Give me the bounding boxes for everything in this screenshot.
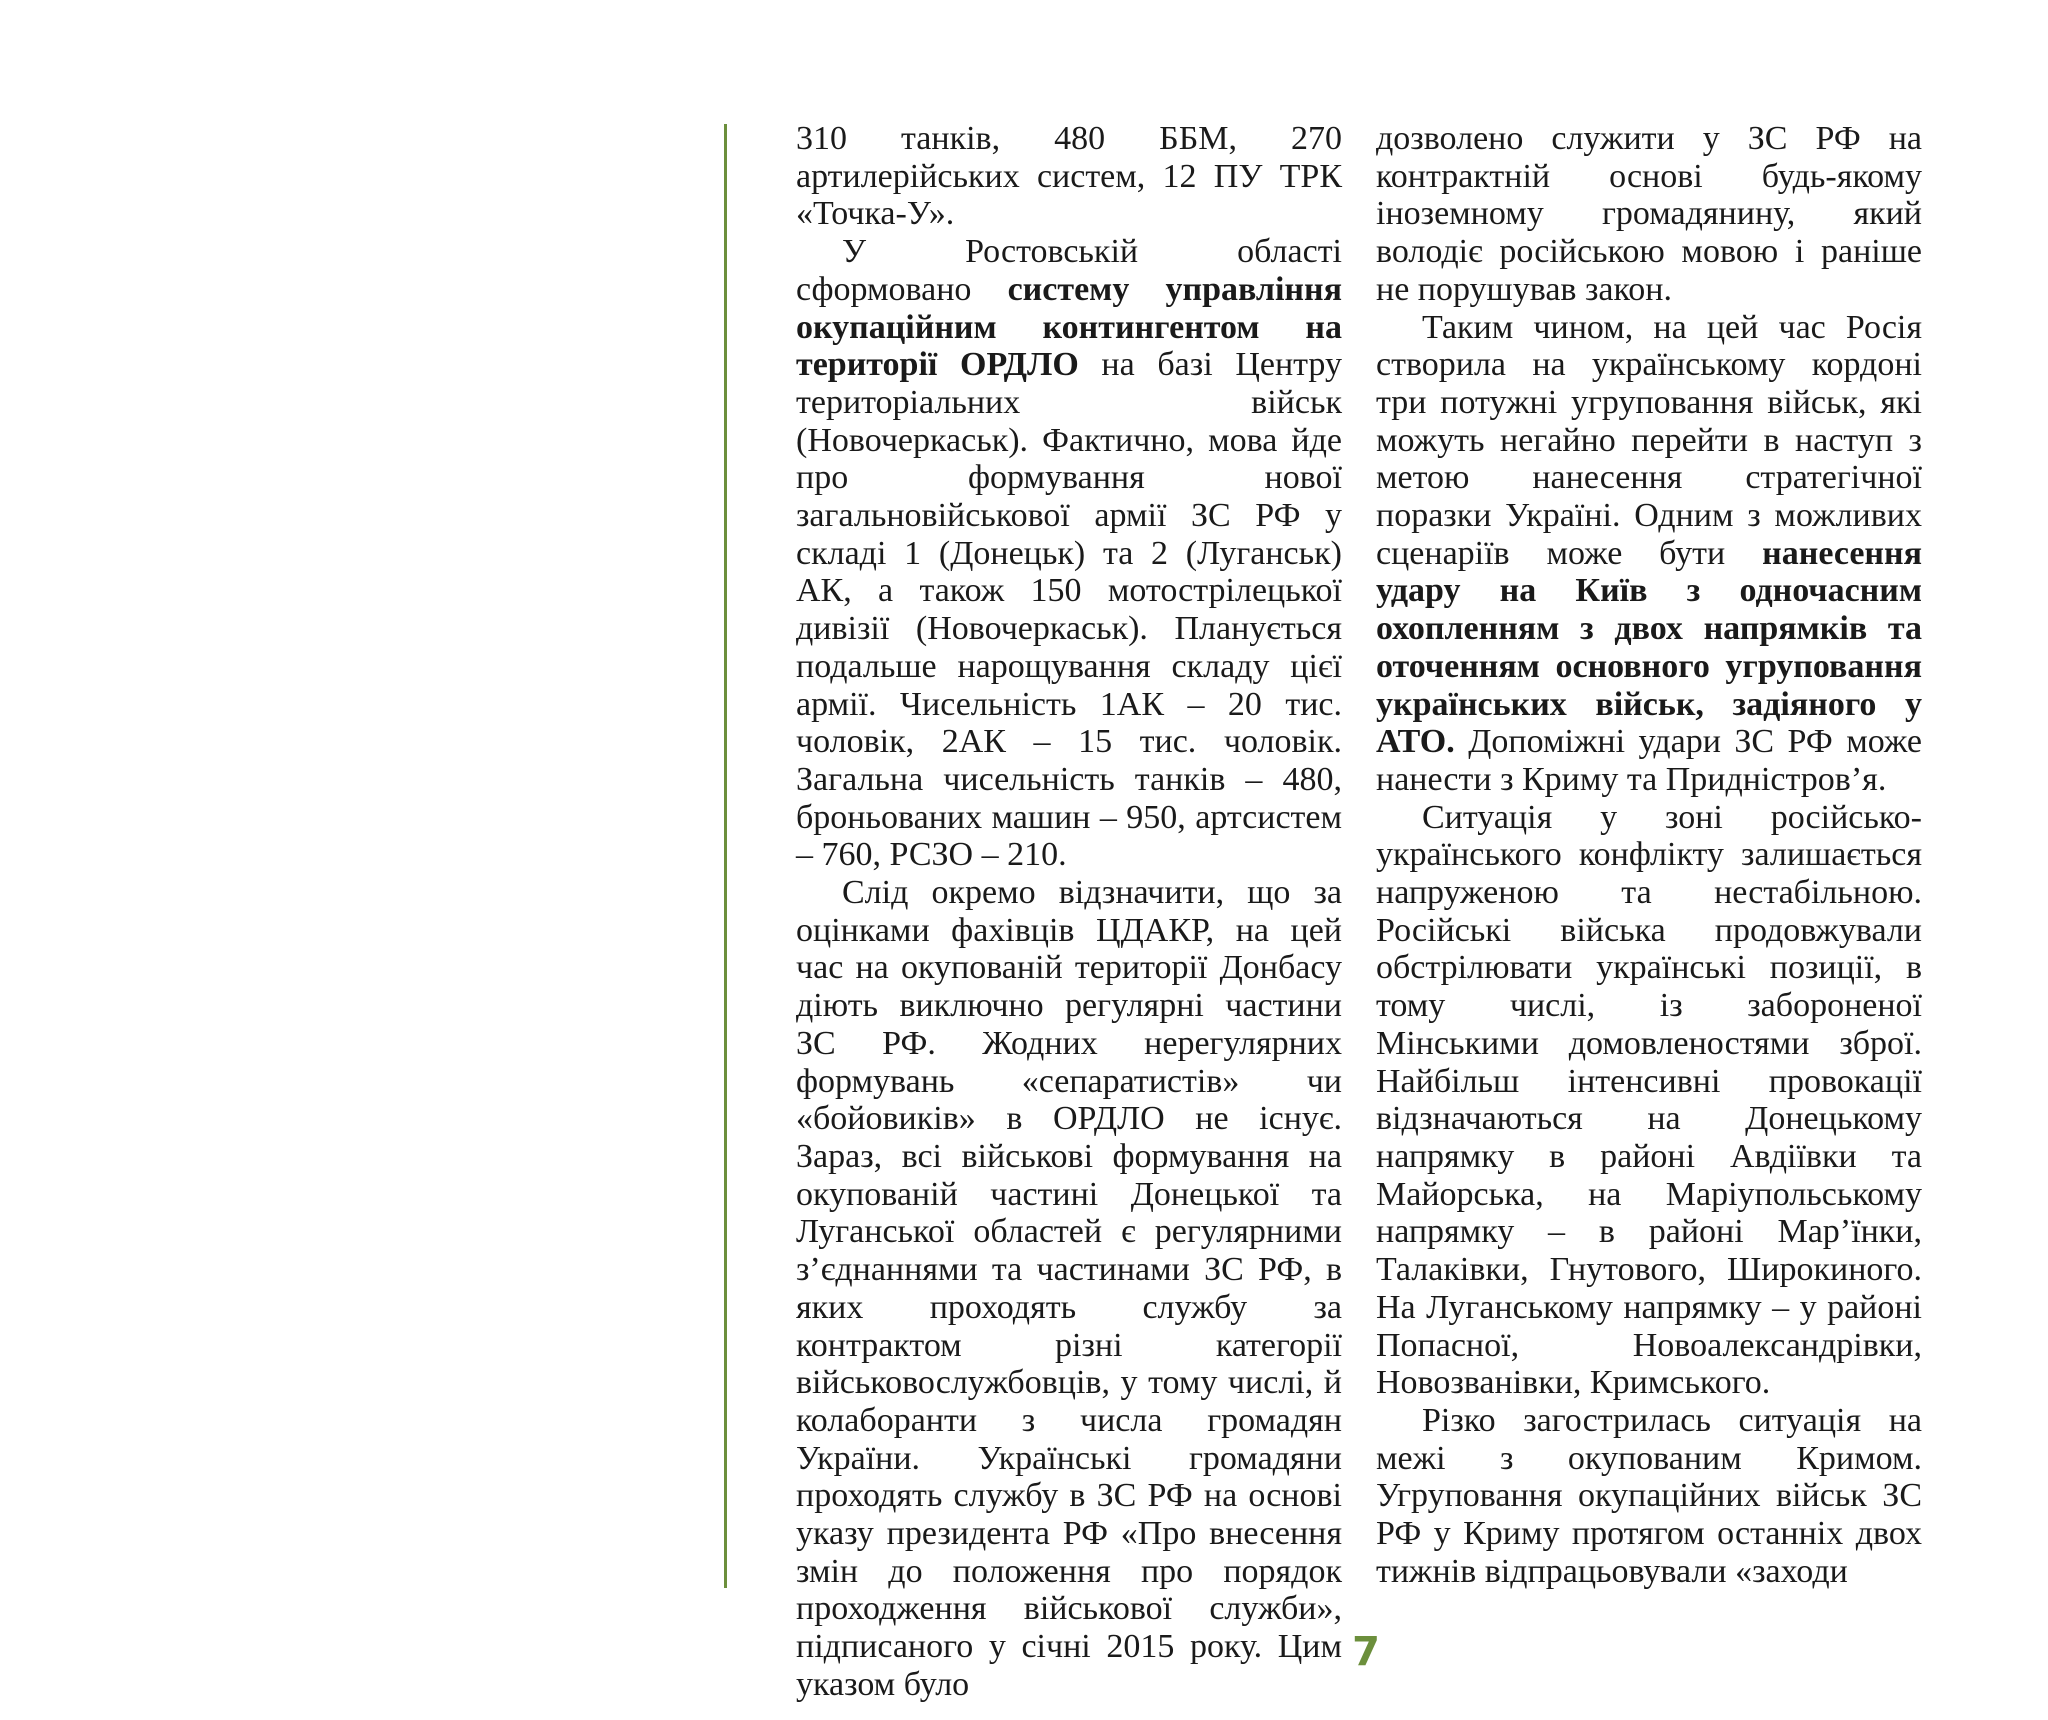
page-number: 7 bbox=[1352, 1629, 1380, 1675]
paragraph-text: У Ростовській області сформовано bbox=[796, 233, 1342, 308]
paragraph bbox=[796, 233, 1342, 874]
paragraph: Різко загострилась ситуація на межі з окупованим Кримом. Угруповання окупаційних військ ЗС РФ у Криму протягом останніх двох тижнів відпрацьовували «заходи bbox=[1376, 1401, 1922, 1590]
margin-rule bbox=[724, 124, 727, 1588]
paragraph bbox=[1376, 309, 1922, 799]
bold-emphasis: нанесення удару на Київ з одночасним охопленням з двох напрямків та оточенням основного угруповання українських військ, задіяного у АТО. bbox=[1376, 534, 1922, 761]
bold-emphasis: систему управління окупаційним контингентом на території ОРДЛО bbox=[796, 270, 1342, 384]
paragraph: Ситуація у зоні російсько-українського конфлікту залишається напруженою та нестабільною. Російські війська продовжували обстрілювати українські позиції, в тому числі, із забороненої Мінськими домовленостями зброї. Найбільш інтенсивні провокації відзначаються на Донецькому напрямку в районі Авдіївки та Майорська, на Маріупольському напрямку – в районі Мар’їнки, Талаківки, Гнутового, Широкиного. На Луганському напрямку – у районі Попасної, Новоалександрівки, Новозванівки, Кримського. bbox=[1376, 798, 1922, 1402]
paragraph-text: Допоміжні удари ЗС РФ може нанести з Криму та Придністров’я. bbox=[1376, 723, 1922, 798]
paragraph-text: на базі Центру територіальних військ (Новочеркаськ). Фактично, мова йде про формування нової загальновійськової армії ЗС РФ у складі 1 (Донецьк) та 2 (Луганськ) АК, а також 150 мотострілецької дивізії (Новочеркаськ). Планується подальше нарощування складу цієї армії. Чисельність 1АК – 20 тис. чоловік, 2АК – 15 тис. чоловік. Загальна чисельність танків – 480, броньованих машин – 950, артсистем – 760, РСЗО – 210. bbox=[796, 346, 1342, 874]
paragraph: дозволено служити у ЗС РФ на контрактній основі будь-якому іноземному громадянину, який володіє російською мовою і раніше не порушував закон. bbox=[1376, 120, 1922, 308]
paragraph: Слід окремо відзначити, що за оцінками фахівців ЦДАКР, на цей час на окупованій території Донбасу діють виключно регулярні частини ЗС РФ. Жодних нерегулярних формувань «сепаратистів» чи «бойовиків» в ОРДЛО не існує. Зараз, всі військові формування на окупованій частині Донецької та Луганської областей є регулярними з’єднаннями та частинами ЗС РФ, в яких проходять службу за контрактом різні категорії військовослужбовців, у тому числі, й колаборанти з числа громадян України. Українські громадяни проходять службу в ЗС РФ на основі указу президента РФ «Про внесення змін до положення про порядок проходження військової служби», підписаного у січні 2015 року. Цим указом було bbox=[796, 874, 1342, 1703]
text-column-right bbox=[1376, 120, 1922, 1600]
paragraph: 310 танків, 480 ББМ, 270 артилерійських систем, 12 ПУ ТРК «Точка-У». bbox=[796, 120, 1342, 233]
paragraph-text: Таким чином, на цей час Росія створила на українському кордоні три потужні угруповання військ, які можуть негайно перейти в наступ з метою нанесення стратегічної поразки Україні. Одним з можливих сценаріїв може бути bbox=[1376, 308, 1922, 572]
text-column-left bbox=[796, 120, 1342, 1703]
